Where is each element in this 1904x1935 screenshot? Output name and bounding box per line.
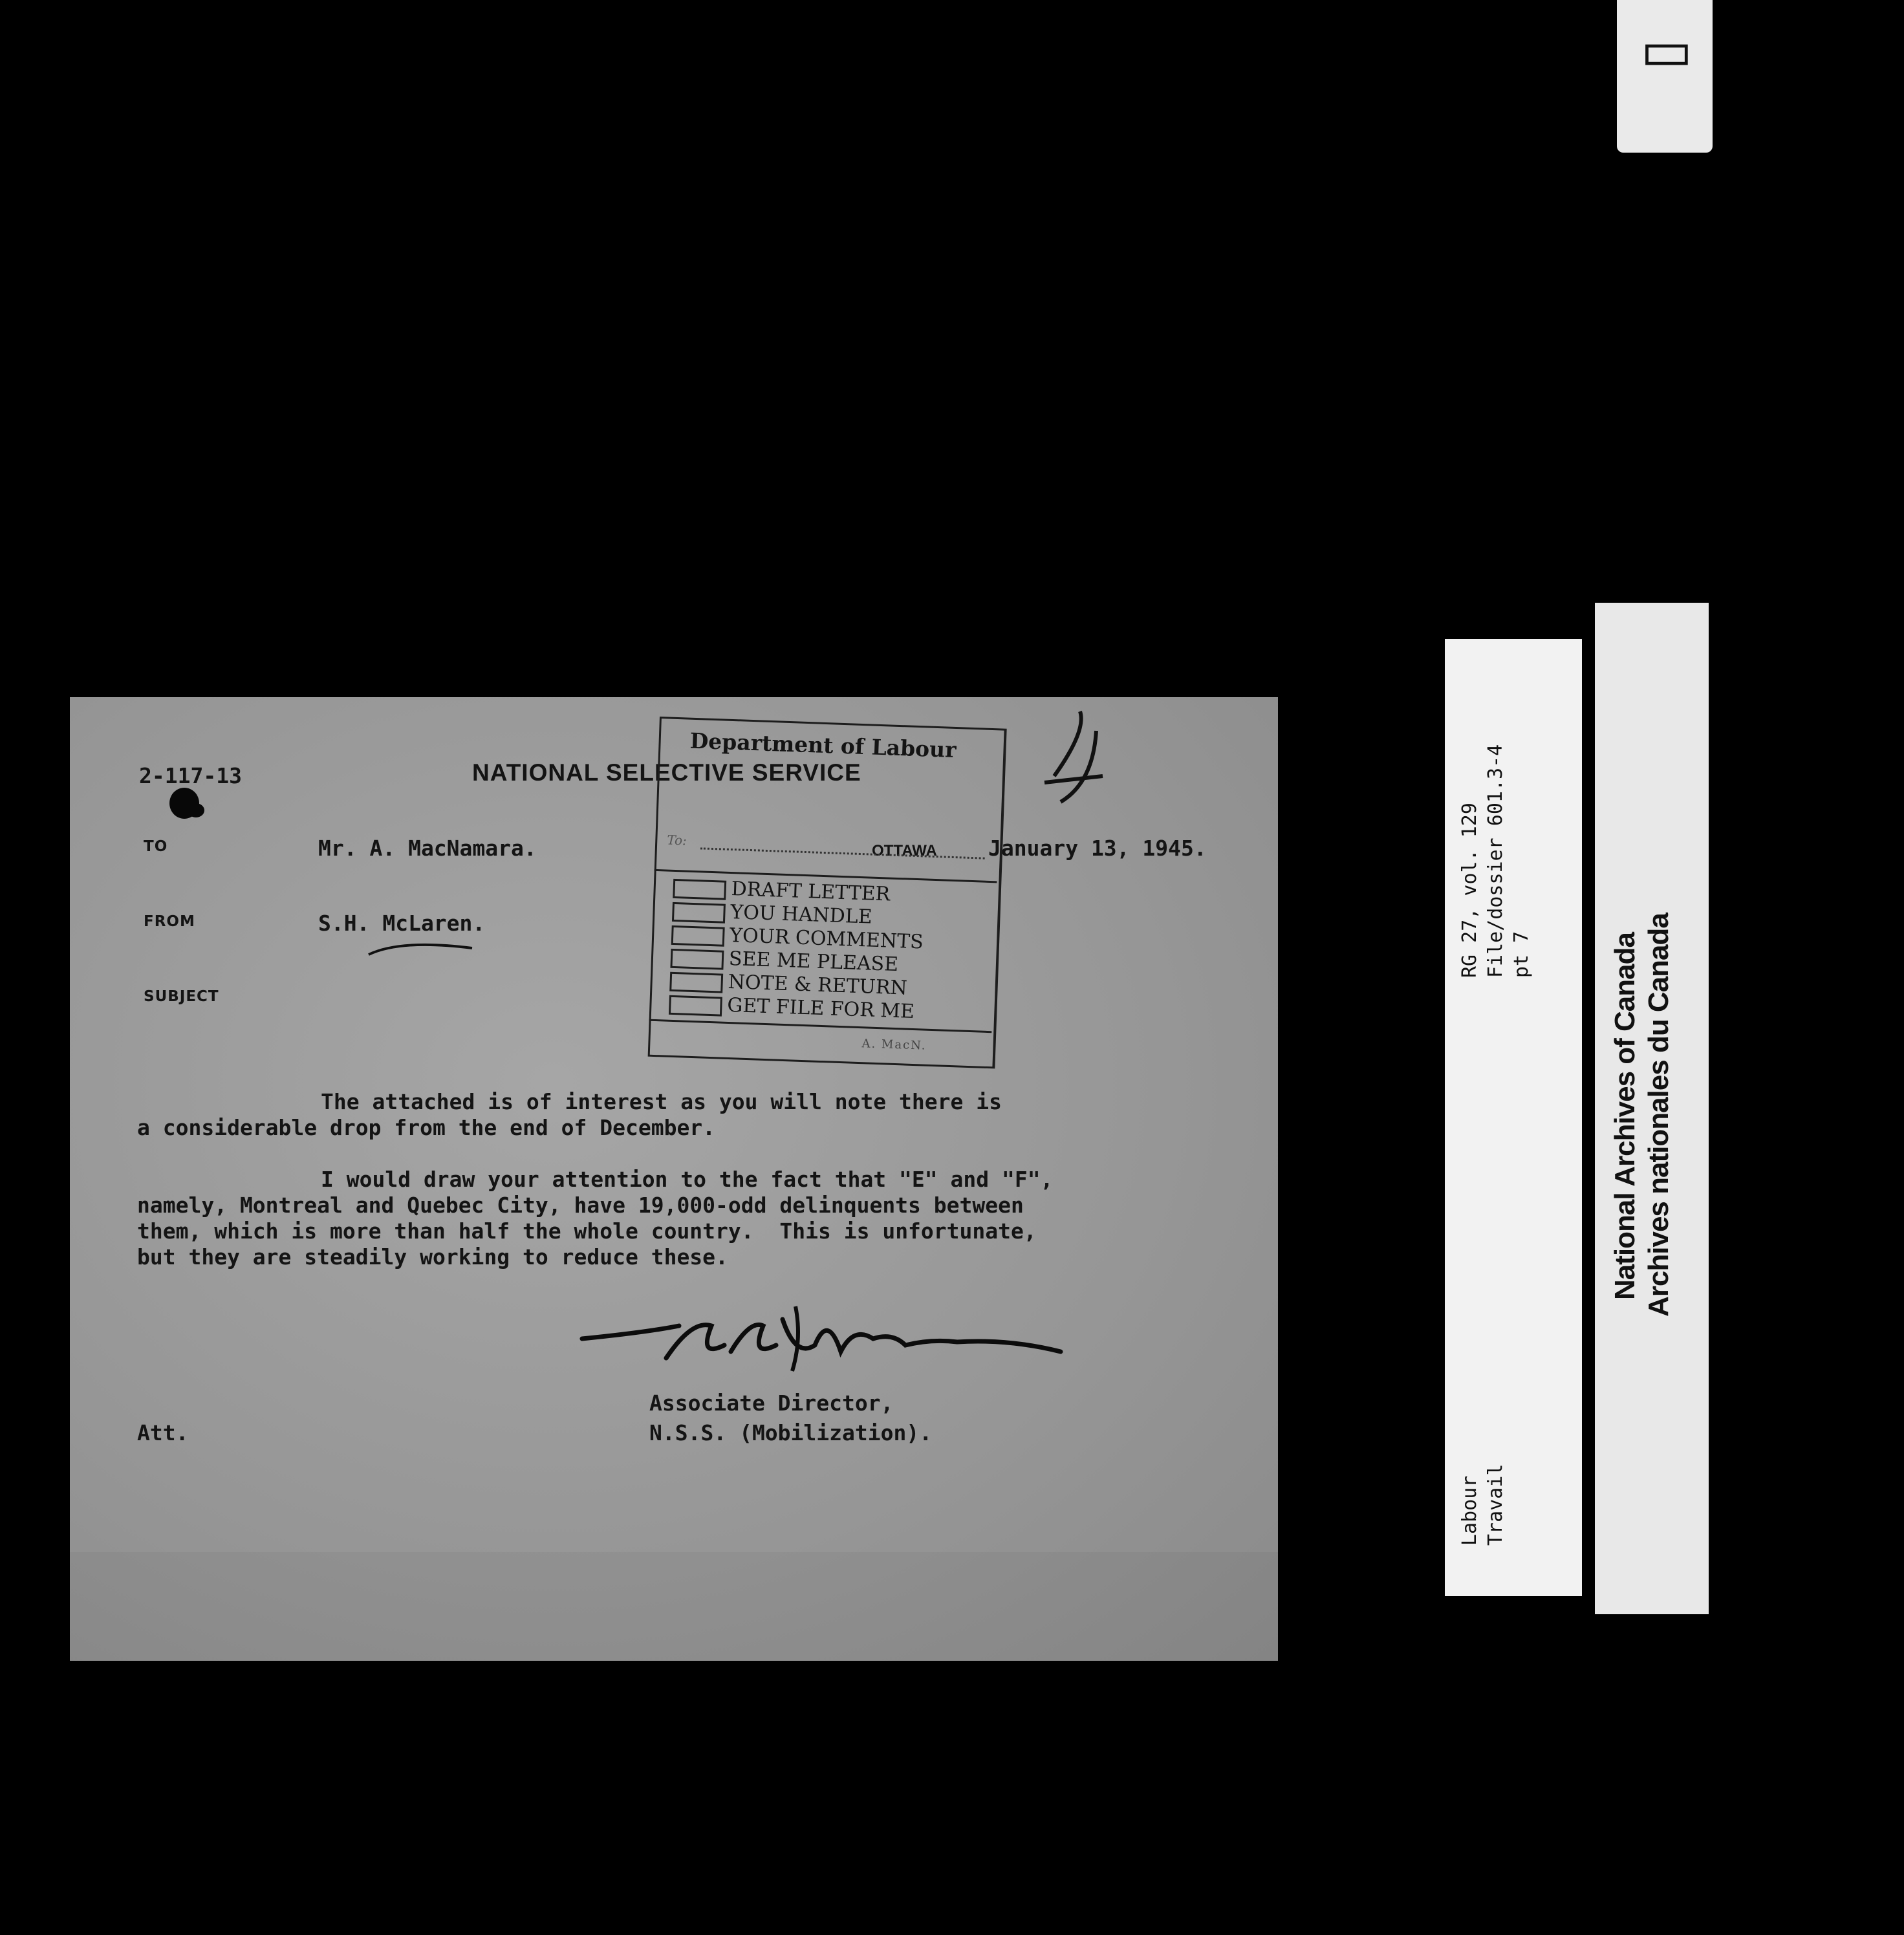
- stamp-checkbox: [673, 879, 726, 900]
- archive-strip-en: National Archives of Canada: [1609, 933, 1641, 1300]
- film-frame-mark: ▭: [1640, 18, 1689, 83]
- stamp-option: YOUR COMMENTS: [729, 924, 924, 954]
- stamp-checkbox: [671, 925, 725, 947]
- stamp-option: SEE ME PLEASE: [728, 947, 899, 977]
- archive-reference-tag: [1445, 639, 1582, 1596]
- handwritten-signature: [569, 1300, 1074, 1390]
- underline-mark: [362, 938, 479, 961]
- body-line: but they are steadily working to reduce these.: [137, 1244, 728, 1270]
- reference-number: 2-117-13: [139, 763, 242, 788]
- body-line: The attached is of interest as you will note there is: [321, 1089, 1002, 1114]
- body-line: I would draw your attention to the fact that "E" and "F",: [321, 1167, 1054, 1192]
- signature-title: Associate Director,: [649, 1390, 894, 1416]
- archive-department-fr: Travail: [1484, 1464, 1507, 1546]
- stamp-to-label: To:: [666, 832, 687, 849]
- archive-reference: RG 27, vol. 129: [1458, 803, 1481, 978]
- signature-unit: N.S.S. (Mobilization).: [649, 1420, 933, 1445]
- stamp-option: YOU HANDLE: [730, 901, 873, 929]
- stamp-checkbox: [669, 972, 723, 993]
- stamp-checkbox: [670, 949, 724, 970]
- memo-footer-band: [70, 1552, 1278, 1661]
- subject-label: SUBJECT: [144, 988, 219, 1005]
- stamp-title: Department of Labour: [689, 728, 957, 763]
- date-city: OTTAWA: [872, 842, 937, 859]
- archive-strip-fr: Archives nationales du Canada: [1643, 913, 1674, 1317]
- date-value: January 13, 1945.: [988, 836, 1207, 861]
- body-line: namely, Montreal and Quebec City, have 19,000-odd delinquents between: [137, 1193, 1024, 1218]
- archive-file-number: File/dossier 601.3-4: [1484, 744, 1507, 978]
- from-value: S.H. McLaren.: [318, 911, 486, 936]
- body-line: them, which is more than half the whole country. This is unfortunate,: [137, 1218, 1037, 1244]
- stamp-option: NOTE & RETURN: [728, 970, 908, 1000]
- from-label: FROM: [144, 913, 195, 930]
- body-line: a considerable drop from the end of December.: [137, 1115, 716, 1140]
- stamp-option: GET FILE FOR ME: [726, 993, 915, 1024]
- memo-header: NATIONAL SELECTIVE SERVICE: [472, 759, 861, 786]
- stamp-option: DRAFT LETTER: [731, 878, 891, 906]
- stamp-checkbox: [669, 995, 722, 1017]
- handwritten-check-mark: [1041, 705, 1106, 815]
- attachment-note: Att.: [137, 1420, 189, 1445]
- to-label: TO: [144, 838, 168, 855]
- stamp-checkbox: [672, 902, 726, 924]
- archive-part: pt 7: [1510, 931, 1533, 978]
- stamp-initials: A. MacN.: [861, 1037, 927, 1053]
- to-value: Mr. A. MacNamara.: [318, 836, 537, 861]
- routing-stamp: [647, 717, 1008, 1091]
- archive-department-en: Labour: [1458, 1475, 1481, 1546]
- ink-blot: [188, 803, 204, 817]
